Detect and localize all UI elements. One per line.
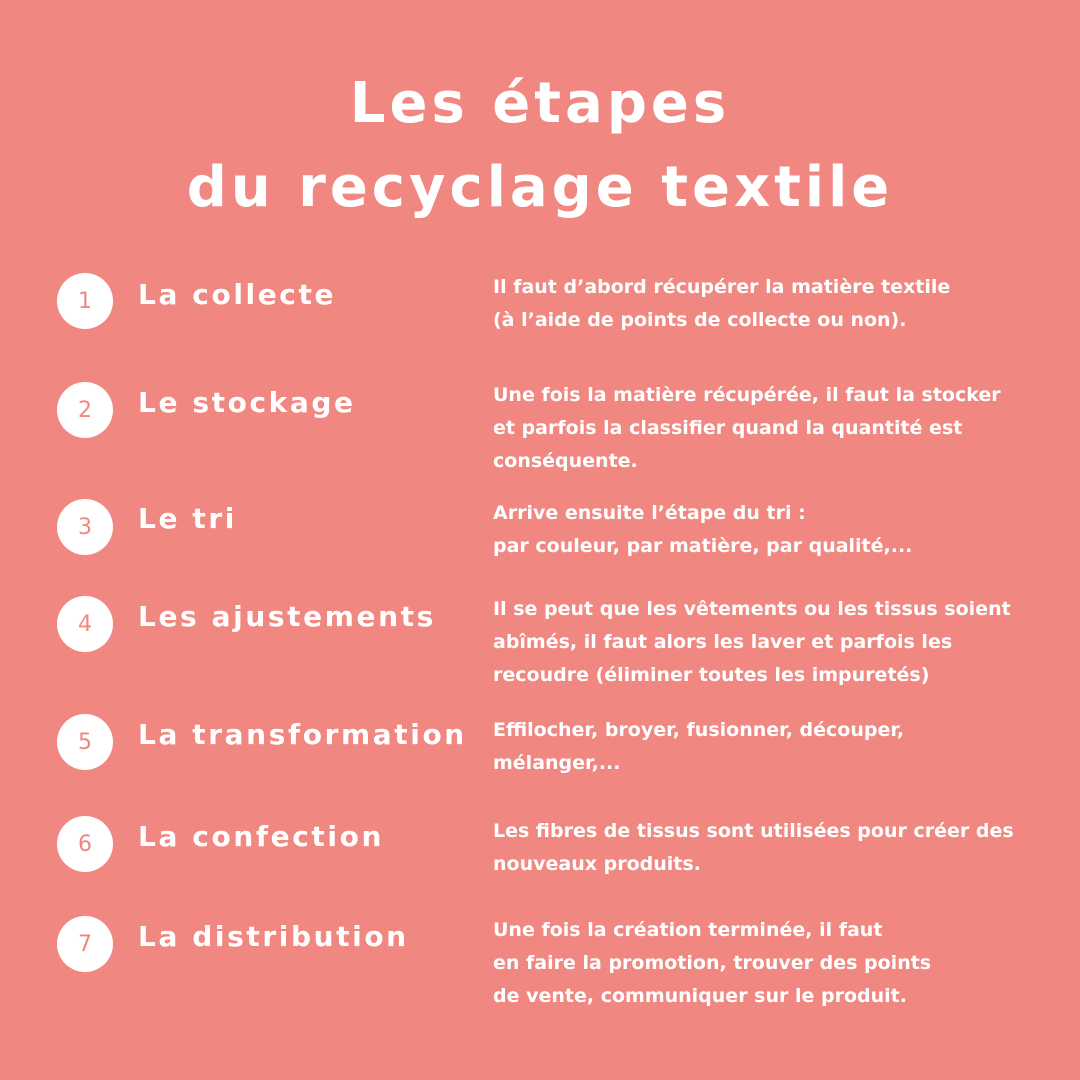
description-line: en faire la promotion, trouver des points <box>493 952 932 974</box>
step-description <box>493 379 1073 478</box>
step-number: 2 <box>78 397 92 423</box>
title-line-1: Les étapes <box>349 71 731 136</box>
step-title: Le tri <box>138 502 237 535</box>
step-number-badge <box>57 596 113 652</box>
description-line: recoudre (éliminer toutes les impuretés) <box>493 664 930 686</box>
step-number: 7 <box>78 931 92 957</box>
step-number-badge <box>57 382 113 438</box>
step-description <box>493 593 1073 692</box>
description-line: par couleur, par matière, par qualité,... <box>493 535 913 557</box>
description-line: nouveaux produits. <box>493 853 701 875</box>
step-title: La transformation <box>138 718 467 751</box>
description-line: et parfois la classifier quand la quantité est <box>493 417 963 439</box>
step-number-badge <box>57 273 113 329</box>
step-description <box>493 271 1073 337</box>
description-line: mélanger,... <box>493 752 621 774</box>
step-title: Le stockage <box>138 386 356 419</box>
step-title: La collecte <box>138 278 337 311</box>
description-line: Il faut d’abord récupérer la matière textile <box>493 276 951 298</box>
description-line: conséquente. <box>493 450 638 472</box>
description-line: Les fibres de tissus sont utilisées pour créer des <box>493 820 1014 842</box>
description-line: Une fois la création terminée, il faut <box>493 919 883 941</box>
title-line-2: du recyclage textile <box>186 155 894 220</box>
description-line: Il se peut que les vêtements ou les tissus soient <box>493 598 1011 620</box>
step-number: 4 <box>78 611 92 637</box>
step-number: 5 <box>78 729 92 755</box>
description-line: Arrive ensuite l’étape du tri : <box>493 502 806 524</box>
step-number: 1 <box>78 288 92 314</box>
description-line: Une fois la matière récupérée, il faut la stocker <box>493 384 1001 406</box>
step-number-badge <box>57 816 113 872</box>
step-description <box>493 497 1073 563</box>
step-number-badge <box>57 499 113 555</box>
step-number: 6 <box>78 831 92 857</box>
step-number-badge <box>57 714 113 770</box>
step-description <box>493 815 1073 881</box>
description-line: abîmés, il faut alors les laver et parfois les <box>493 631 953 653</box>
description-line: (à l’aide de points de collecte ou non). <box>493 309 907 331</box>
step-description <box>493 914 1073 1013</box>
step-number: 3 <box>78 514 92 540</box>
step-description <box>493 714 1073 780</box>
step-title: La distribution <box>138 920 409 953</box>
step-title: La confection <box>138 820 384 853</box>
description-line: Effilocher, broyer, fusionner, découper, <box>493 719 905 741</box>
step-title: Les ajustements <box>138 600 436 633</box>
step-number-badge <box>57 916 113 972</box>
description-line: de vente, communiquer sur le produit. <box>493 985 907 1007</box>
